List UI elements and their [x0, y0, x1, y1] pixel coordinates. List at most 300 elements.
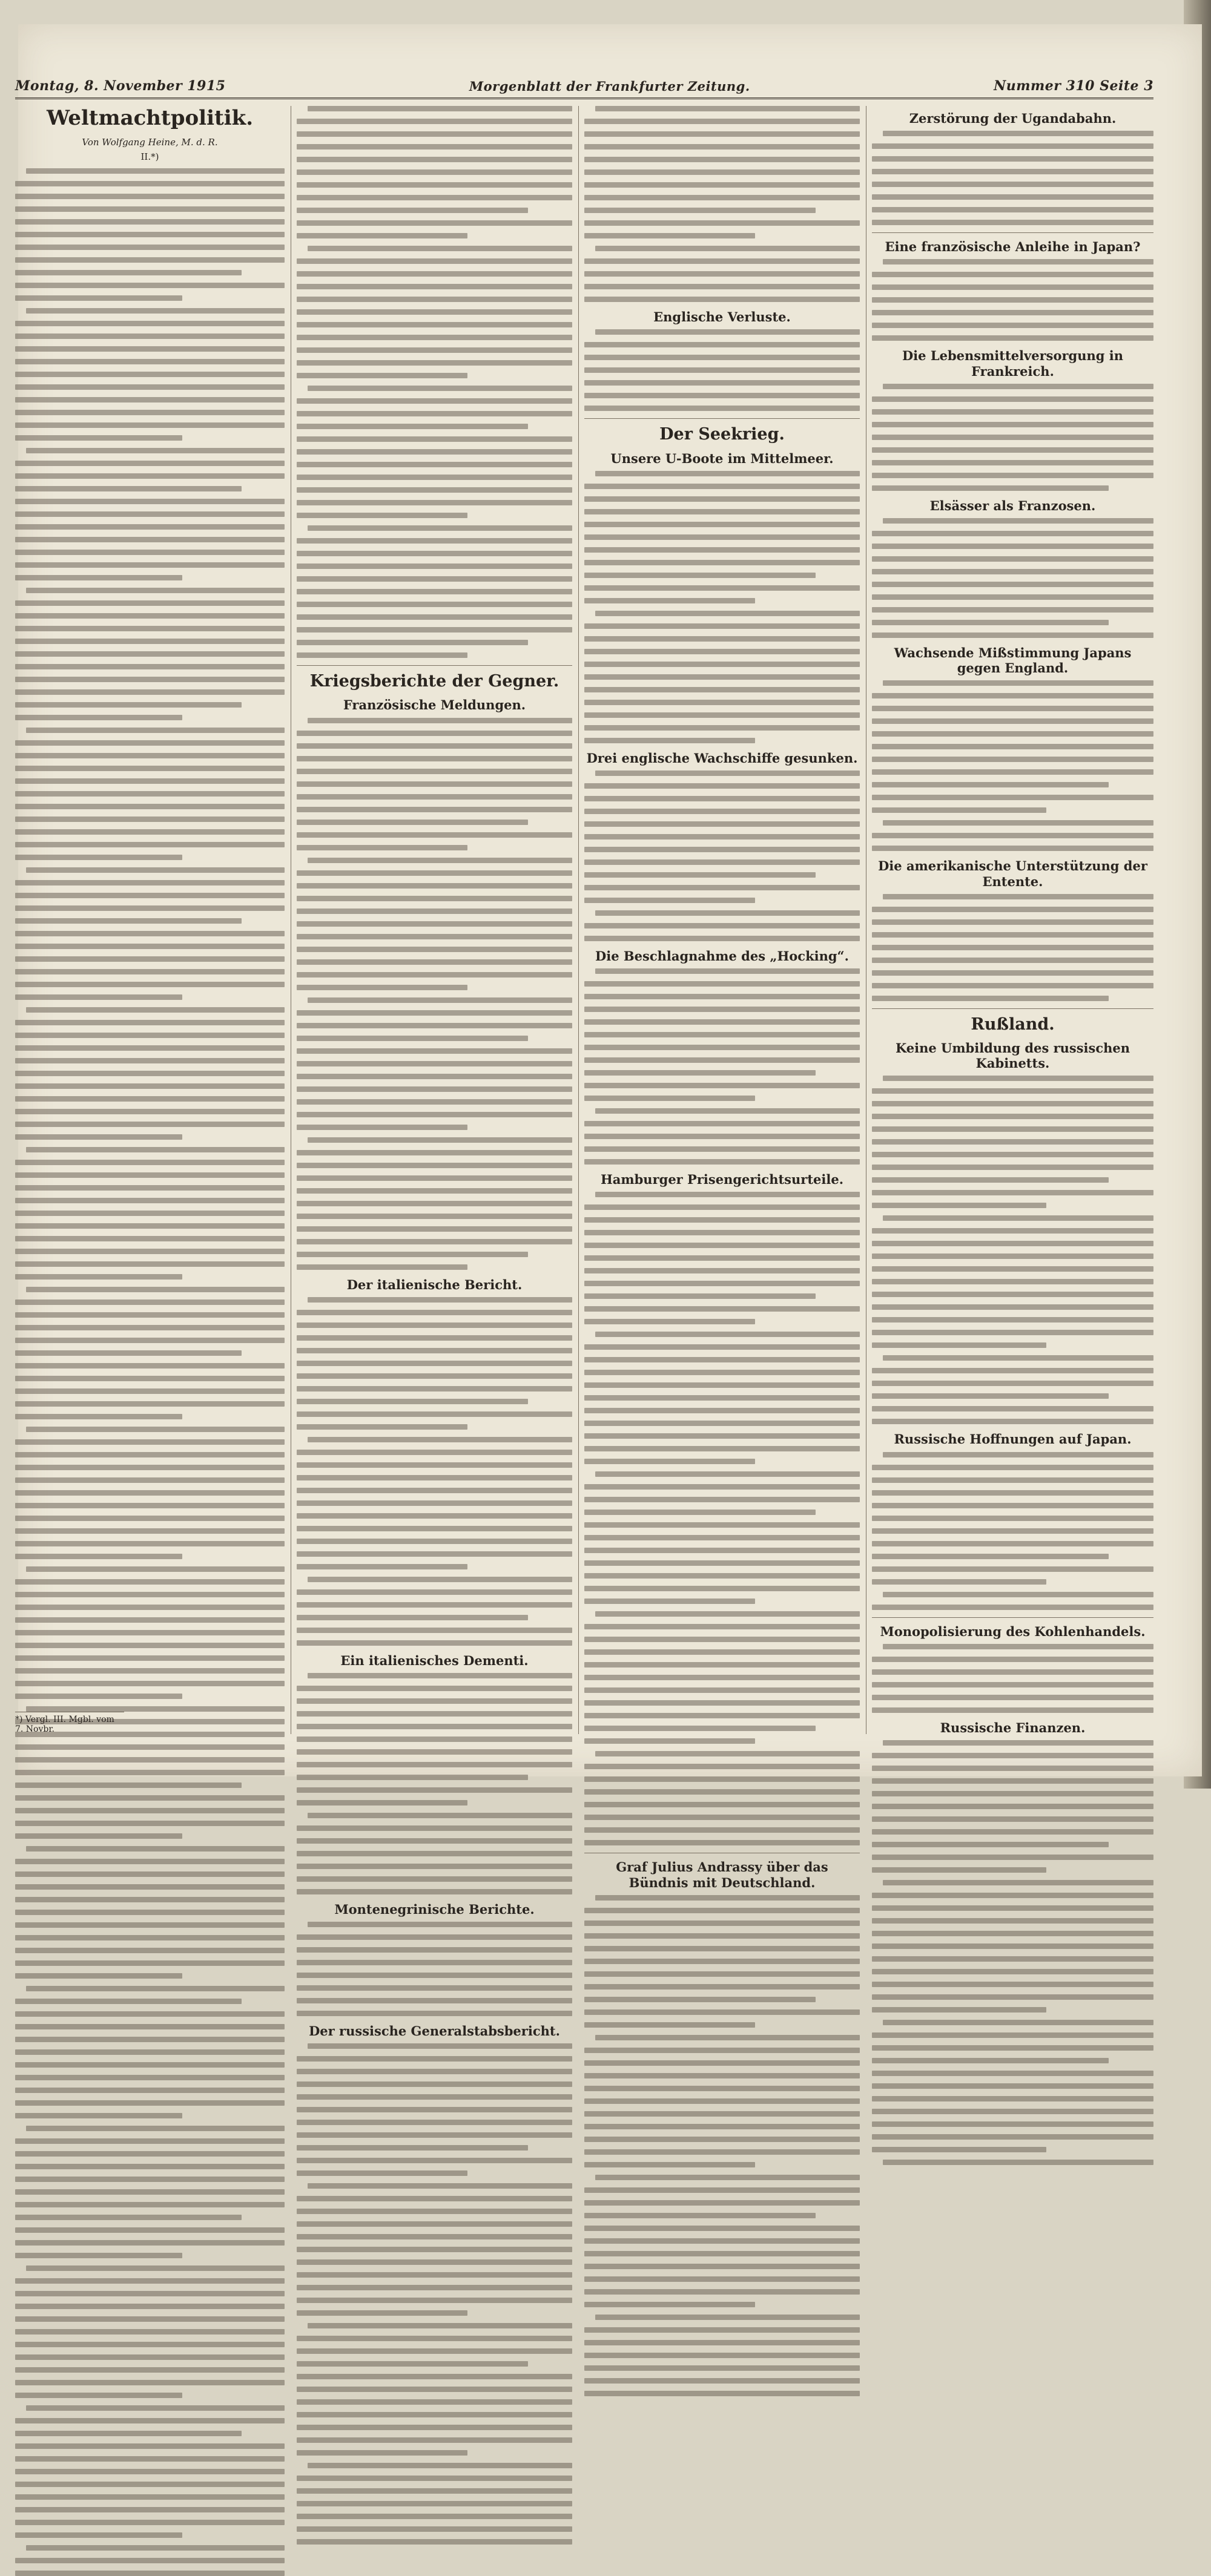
text-line	[15, 2138, 285, 2144]
text-line	[297, 169, 572, 175]
text-line	[15, 1274, 182, 1280]
text-line	[297, 1252, 528, 1257]
text-line	[584, 2276, 860, 2282]
text-line	[872, 1579, 1046, 1585]
text-line	[297, 947, 572, 952]
article-body	[584, 471, 860, 743]
text-line	[308, 246, 572, 251]
text-line	[584, 1548, 860, 1553]
article-body	[297, 106, 572, 658]
text-line	[872, 169, 1153, 174]
text-line	[15, 2202, 285, 2207]
text-line	[297, 1960, 572, 1965]
text-line	[15, 1668, 285, 1674]
text-line	[584, 662, 860, 667]
article-body	[15, 168, 285, 2576]
text-line	[584, 725, 860, 731]
text-line	[297, 2412, 572, 2417]
text-line	[15, 677, 285, 682]
text-line	[297, 1214, 572, 1219]
text-line	[872, 1829, 1153, 1835]
text-line	[872, 958, 1153, 963]
text-line	[15, 2431, 242, 2436]
text-line	[297, 576, 572, 582]
text-line	[297, 475, 572, 480]
text-line	[872, 1292, 1153, 1297]
text-line	[584, 1598, 755, 1604]
text-line	[297, 2209, 572, 2214]
header-paper-title: Morgenblatt der Frankfurter Zeitung.	[469, 79, 750, 94]
text-line	[584, 1946, 860, 1951]
text-line	[15, 537, 285, 542]
text-line	[297, 1513, 572, 1519]
article-body	[584, 106, 860, 302]
text-line	[872, 1190, 1153, 1195]
divider	[872, 1008, 1153, 1009]
text-line	[584, 649, 860, 654]
text-line	[15, 994, 182, 1000]
text-line	[584, 1243, 860, 1248]
article-body	[872, 131, 1153, 225]
text-line	[15, 2100, 285, 2106]
text-line	[297, 297, 572, 302]
text-line	[297, 1539, 572, 1544]
subheading: Der russische Generalstabsbericht.	[309, 2023, 560, 2039]
text-line	[584, 1344, 860, 1350]
text-line	[584, 636, 860, 642]
text-line	[883, 2160, 1153, 2165]
text-line	[584, 2022, 755, 2028]
text-line	[15, 1363, 285, 1368]
text-line	[15, 1960, 285, 1966]
text-line	[584, 687, 860, 692]
text-line	[15, 1083, 285, 1089]
text-line	[15, 2329, 285, 2334]
text-line	[15, 791, 285, 797]
text-line	[584, 2213, 816, 2218]
article-part: II.*)	[140, 151, 159, 162]
text-line	[584, 936, 860, 941]
subheading: Die amerikanische Unterstützung der Entente.	[878, 858, 1147, 889]
text-line	[297, 1462, 572, 1468]
text-line	[297, 652, 467, 658]
text-line	[297, 1686, 572, 1691]
text-line	[872, 2147, 1046, 2152]
text-line	[15, 1910, 285, 1915]
divider	[872, 232, 1153, 233]
text-line	[15, 664, 285, 669]
text-line	[584, 1306, 860, 1312]
text-line	[15, 1033, 285, 1038]
text-line	[872, 1753, 1153, 1758]
text-line	[15, 486, 242, 491]
text-line	[15, 1617, 285, 1623]
text-line	[26, 1986, 285, 1991]
text-line	[308, 386, 572, 391]
text-line	[297, 1239, 572, 1244]
text-line	[297, 551, 572, 556]
text-line	[15, 1122, 285, 1127]
text-line	[584, 1933, 860, 1939]
text-line	[297, 883, 572, 889]
text-line	[883, 518, 1153, 524]
text-line	[15, 1973, 182, 1979]
text-line	[584, 1134, 860, 1139]
column-1	[15, 106, 285, 1734]
text-line	[15, 880, 285, 886]
text-line	[872, 2007, 1046, 2012]
text-line	[297, 602, 572, 607]
text-line	[297, 1010, 572, 1016]
text-line	[26, 308, 285, 314]
text-line	[297, 1399, 528, 1404]
text-line	[15, 740, 285, 746]
text-line	[308, 1577, 572, 1582]
text-line	[297, 1175, 572, 1181]
text-line	[297, 411, 572, 416]
text-line	[584, 1802, 860, 1807]
text-line	[595, 329, 860, 335]
text-line	[15, 2380, 285, 2385]
text-line	[297, 1310, 572, 1315]
text-line	[15, 1223, 285, 1229]
text-line	[26, 2405, 285, 2411]
subheading: Unsere U-Boote im Mittelmeer.	[610, 450, 834, 466]
text-line	[584, 783, 860, 789]
text-line	[872, 620, 1109, 625]
text-line	[15, 359, 285, 364]
text-line	[15, 1388, 285, 1394]
text-line	[297, 1424, 467, 1430]
text-line	[584, 380, 860, 386]
text-line	[15, 1325, 285, 1330]
text-line	[297, 2501, 572, 2506]
text-line	[15, 905, 285, 911]
text-line	[297, 1488, 572, 1493]
text-line	[584, 1649, 860, 1655]
text-line	[584, 1019, 860, 1025]
text-line	[584, 2098, 860, 2104]
text-line	[872, 769, 1153, 775]
text-line	[872, 693, 1153, 698]
text-line	[26, 448, 285, 453]
text-line	[297, 195, 572, 200]
text-line	[584, 1032, 860, 1037]
text-line	[15, 1096, 285, 1102]
text-line	[15, 562, 285, 568]
text-line	[15, 2037, 285, 2042]
text-line	[595, 770, 860, 776]
article-body	[297, 718, 572, 1270]
text-line	[26, 1147, 285, 1152]
text-line	[15, 1516, 285, 1521]
text-line	[15, 918, 242, 924]
text-line	[15, 829, 285, 835]
text-line	[584, 700, 860, 705]
text-line	[15, 931, 285, 936]
text-line	[883, 820, 1153, 826]
text-line	[595, 968, 860, 974]
text-line	[297, 1061, 572, 1066]
text-line	[15, 1770, 285, 1775]
text-line	[308, 525, 572, 531]
text-line	[15, 2304, 285, 2309]
article-body	[297, 1922, 572, 2016]
text-line	[584, 1713, 860, 1718]
text-line	[15, 461, 285, 466]
text-line	[15, 1452, 285, 1457]
text-line	[584, 923, 860, 928]
text-line	[584, 393, 860, 398]
text-line	[584, 1738, 755, 1744]
text-line	[872, 485, 1109, 491]
text-line	[15, 1465, 285, 1470]
article-body	[872, 1644, 1153, 1713]
text-line	[584, 674, 860, 680]
text-line	[15, 232, 285, 237]
text-line	[297, 182, 572, 188]
text-line	[297, 2221, 572, 2227]
text-line	[15, 1859, 285, 1864]
text-line	[872, 1842, 1109, 1847]
text-line	[872, 1241, 1153, 1246]
text-line	[584, 1662, 860, 1668]
text-line	[872, 983, 1153, 988]
text-line	[15, 1744, 285, 1750]
text-line	[584, 1522, 860, 1528]
text-line	[308, 1437, 572, 1442]
text-line	[872, 1101, 1153, 1106]
subheading: Russische Finanzen.	[940, 1720, 1086, 1735]
text-line	[584, 859, 860, 865]
text-line	[595, 1895, 860, 1901]
text-line	[15, 753, 285, 758]
text-line	[584, 233, 755, 238]
text-line	[584, 2073, 860, 2078]
text-line	[15, 613, 285, 619]
text-line	[584, 1497, 860, 1502]
text-line	[872, 807, 1046, 813]
text-line	[297, 1188, 572, 1194]
text-line	[15, 410, 285, 415]
text-line	[872, 182, 1153, 187]
text-line	[584, 534, 860, 540]
text-line	[584, 2238, 860, 2244]
subheading: Keine Umbildung des russischen Kabinetts.	[895, 1040, 1130, 1071]
text-line	[297, 449, 572, 455]
text-line	[15, 842, 285, 847]
text-line	[584, 1421, 860, 1426]
text-line	[584, 182, 860, 188]
article-body	[297, 1673, 572, 1894]
text-line	[297, 2196, 572, 2201]
text-line	[872, 569, 1153, 574]
text-line	[15, 2189, 285, 2195]
text-line	[308, 718, 572, 723]
article-body	[872, 384, 1153, 491]
text-line	[297, 1640, 572, 1646]
text-line	[297, 2056, 572, 2062]
subheading: Elsässer als Franzosen.	[929, 498, 1096, 513]
text-line	[872, 323, 1153, 328]
text-line	[15, 1249, 285, 1254]
subheading: Drei englische Wachschiffe gesunken.	[586, 750, 858, 766]
subheading: Wachsende Mißstimmung Japans gegen England.	[894, 645, 1132, 676]
text-line	[872, 1695, 1153, 1700]
text-line	[872, 594, 1153, 600]
text-line	[872, 1528, 1153, 1534]
text-line	[297, 2437, 572, 2443]
text-line	[297, 1112, 572, 1117]
text-line	[15, 1401, 285, 1407]
text-line	[872, 846, 1153, 851]
header-date: Montag, 8. November 1915	[15, 78, 226, 94]
text-line	[584, 1070, 816, 1076]
text-line	[584, 872, 816, 878]
text-line	[15, 372, 285, 377]
text-line	[15, 321, 285, 326]
page-header	[15, 58, 1153, 99]
text-line	[297, 1615, 528, 1620]
text-line	[297, 1226, 572, 1232]
article-body	[584, 329, 860, 411]
text-line	[584, 1446, 860, 1451]
text-line	[297, 1086, 572, 1092]
text-line	[15, 397, 285, 402]
text-line	[584, 208, 816, 213]
text-line	[872, 996, 1109, 1001]
text-line	[26, 1287, 285, 1292]
text-line	[26, 867, 285, 873]
text-line	[872, 932, 1153, 938]
text-line	[584, 2200, 860, 2206]
text-line	[872, 945, 1153, 950]
text-line	[297, 1736, 572, 1742]
text-line	[15, 2215, 242, 2220]
text-line	[297, 309, 572, 315]
text-line	[297, 487, 572, 493]
text-line	[584, 119, 860, 124]
text-line	[872, 272, 1153, 277]
text-line	[584, 2264, 860, 2269]
text-line	[297, 538, 572, 544]
text-line	[297, 1361, 572, 1366]
text-line	[297, 870, 572, 876]
text-line	[297, 2234, 572, 2239]
text-line	[584, 1459, 755, 1464]
article-body	[297, 2043, 572, 2545]
text-line	[584, 1281, 860, 1286]
text-line	[308, 2463, 572, 2468]
text-line	[297, 271, 572, 277]
text-line	[15, 2393, 182, 2398]
text-line	[584, 1920, 860, 1926]
text-line	[15, 944, 285, 949]
text-line	[297, 820, 528, 825]
text-line	[595, 106, 860, 111]
subheading: Graf Julius Andrassy über das Bündnis mit Deutschland.	[616, 1859, 828, 1890]
text-line	[308, 1673, 572, 1678]
text-line	[584, 2187, 860, 2193]
text-line	[584, 144, 860, 150]
text-line	[15, 1185, 285, 1191]
text-line	[584, 1959, 860, 1964]
text-line	[883, 1592, 1153, 1597]
text-line	[872, 1266, 1153, 1272]
text-line	[15, 1643, 285, 1648]
text-line	[584, 1624, 860, 1629]
text-line	[584, 2289, 860, 2295]
section-heading: Kriegsberichte der Gegner.	[309, 672, 559, 691]
section-heading: Rußland.	[971, 1014, 1055, 1034]
text-line	[26, 588, 285, 593]
article-body	[872, 1452, 1153, 1610]
text-line	[297, 1851, 572, 1856]
text-line	[584, 1217, 860, 1223]
text-line	[584, 2365, 860, 2371]
text-line	[15, 1071, 285, 1076]
text-line	[26, 2545, 285, 2551]
text-line	[15, 1058, 285, 1063]
text-line	[15, 600, 285, 606]
text-line	[584, 1319, 755, 1324]
text-line	[15, 1757, 285, 1763]
text-line	[297, 959, 572, 965]
text-line	[15, 1999, 242, 2004]
text-line	[297, 2310, 467, 2316]
text-line	[15, 1338, 285, 1343]
article-body	[872, 894, 1153, 1001]
text-line	[15, 2367, 285, 2373]
text-line	[15, 982, 285, 987]
text-line	[595, 2315, 860, 2320]
text-line	[297, 119, 572, 124]
text-line	[297, 1775, 528, 1780]
text-line	[584, 169, 860, 175]
text-line	[297, 2399, 572, 2405]
text-line	[872, 1381, 1153, 1386]
text-line	[872, 435, 1153, 440]
text-line	[872, 1228, 1153, 1234]
text-line	[15, 283, 285, 288]
text-line	[872, 1516, 1153, 1521]
text-line	[297, 208, 528, 213]
text-line	[584, 834, 860, 840]
text-line	[297, 1998, 572, 2003]
text-line	[15, 181, 285, 186]
text-line	[584, 1433, 860, 1439]
text-line	[308, 1297, 572, 1303]
text-line	[297, 2336, 572, 2341]
text-line	[15, 702, 242, 708]
text-line	[297, 2132, 572, 2138]
text-line	[15, 1922, 285, 1928]
text-line	[26, 1427, 285, 1432]
text-line	[883, 680, 1153, 686]
text-line	[595, 611, 860, 616]
text-line	[584, 1984, 860, 1990]
text-line	[883, 1076, 1153, 1081]
text-line	[584, 1764, 860, 1769]
text-line	[872, 2071, 1153, 2076]
text-line	[584, 1637, 860, 1642]
text-line	[15, 2024, 285, 2029]
text-line	[297, 2082, 572, 2087]
text-line	[15, 1439, 285, 1445]
text-line	[872, 782, 1109, 787]
text-line	[15, 1020, 285, 1025]
text-line	[15, 206, 285, 212]
